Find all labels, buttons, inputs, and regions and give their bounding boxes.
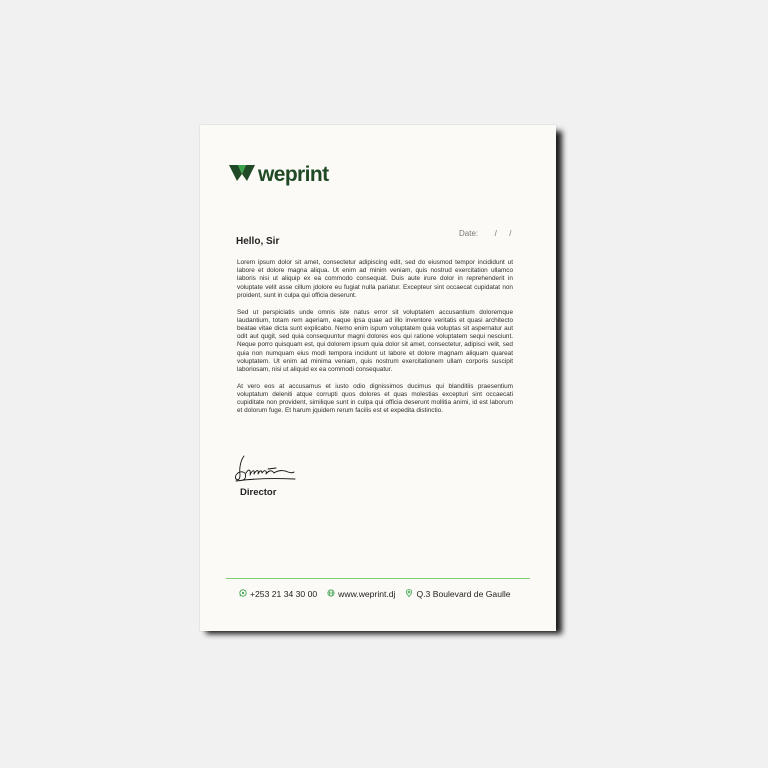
paragraph-3: At vero eos at accusamus et iusto odio dignissimos ducimus qui blanditiis praesentium voluptatum deleniti atque corrupti quos dolores et quas molestias excepturi sint occaecati cupiditate non provident, similique sunt in culpa qui officia deserunt mollitia animi, id est laborum et dolorum fuge. Et harum jquidem rerum facilis est et expedita distinctio. <box>237 382 513 415</box>
letterhead-page <box>200 125 556 631</box>
greeting: Hello, Sir <box>236 236 280 247</box>
whatsapp-icon <box>239 589 250 599</box>
date-separator-1: / <box>494 229 497 238</box>
paragraph-1: Lorem ipsum dolor sit amet, consectetur adipiscing edit, sed do eiusmod tempor incididunt ut labore et dolore magna aliqua. Ut enim ad minim veniam, quis nostrud exercitation ullamco laboris nisi ut aliquip ex ea commodo consequat. Duis aute irure dolor in reprehenderit in voluptate velit asse cillum jdolore eu fugiat nulla pariatur. Excepteur sint occaecat cupidatat non proident, sunt in culpa qui officia deserunt. <box>237 259 513 299</box>
footer-website[interactable] <box>327 589 395 599</box>
location-pin-icon <box>405 589 416 599</box>
contact-footer <box>239 589 511 599</box>
website-url: www.weprint.dj <box>338 589 396 599</box>
street-address: Q.3 Boulevard de Gaulle <box>416 589 511 599</box>
date-separator-2: / <box>509 229 512 238</box>
footer-phone[interactable] <box>239 589 317 599</box>
signature <box>232 451 298 487</box>
brand-name: weprint <box>258 163 329 186</box>
letter-body <box>237 259 513 424</box>
weprint-logo-icon <box>229 163 255 188</box>
phone-number: +253 21 34 30 00 <box>250 589 318 599</box>
footer-divider <box>226 578 530 579</box>
date-label: Date: <box>459 229 479 238</box>
footer-address[interactable] <box>405 589 510 599</box>
date-field <box>459 229 512 238</box>
signatory-title: Director <box>240 487 277 498</box>
paragraph-2: Sed ut perspiciatis unde omnis iste natus error sit voluptatem accusantium doloremque laudantium, totam rem aqeriam, eaque ipsa quae ad illo inventore veritatis et quasi architecto beatae vitae dicta sunt explicabo. Nemo enim ispum voluptatem quia voluptas sit aspernatur aut odit aut qugit, sed quia consequuntur magni dolores eos qui ratione voluptatem sequi nesciunt. Neque porro quisquam est, qui dolorem ipsum quia dolor sit amet, consectetur, adipisci velit, sed quia non numquam eius modi tempora incidunt ut labore et dolore magnam aliquam quareat voluptatem. Ut enim ad minima veniam, quis nostrum exercitationem ullam corporis suscipit laboriosam, nisi ut aliquid ex ea commodi consequatur. <box>237 308 513 374</box>
globe-icon <box>327 589 338 599</box>
brand-logo[interactable] <box>229 164 328 186</box>
